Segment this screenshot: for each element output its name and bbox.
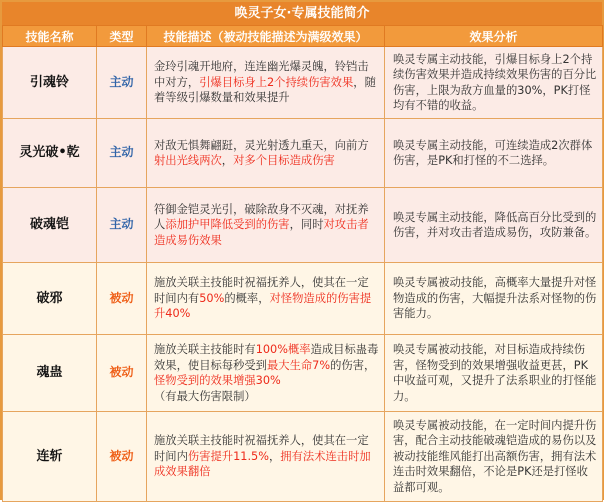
skill-type: 被动 <box>97 412 147 502</box>
highlighted-text: 对攻击者造成易伤效果 <box>154 218 369 247</box>
skill-type: 主动 <box>97 188 147 263</box>
description-text: 造成目标蛊毒效果，使目标每秒受到 <box>154 343 379 372</box>
description-text: ，随着等级引爆数量和效果提升 <box>154 75 376 105</box>
effect-analysis: 唤灵专属主动技能，降低高百分比受到的伤害，并对攻击者造成易伤，攻防兼备。 <box>385 188 603 263</box>
highlighted-text: 100%概率 <box>255 343 311 356</box>
effect-analysis: 唤灵专属被动技能，对目标造成持续伤害，怪物受到的效果增强收益更甚，PK中收益可观，又提升了法系职业的打怪能力。 <box>385 335 603 412</box>
description-text: 的概率， <box>224 291 270 305</box>
table-row <box>3 412 603 502</box>
table-body <box>3 47 603 502</box>
highlighted-text: 50% <box>199 291 225 305</box>
effect-analysis: 唤灵专属被动技能，在一定时间内提升伤害，配合主动技能破魂铠造成的易伤以及被动技能维风能打出高额伤害，拥有法术连击时效果翻倍，不论是PK还是打怪收益都可观。 <box>385 412 603 502</box>
table-row <box>3 335 603 412</box>
description-text: ，同时 <box>289 218 324 232</box>
skill-name: 魂蛊 <box>3 335 97 412</box>
page-title: 唤灵子女·专属技能简介 <box>2 2 602 25</box>
table-row <box>3 47 603 119</box>
description-text: 对敌无惧舞翩跹，灵光射透九重天，向前方 <box>154 138 369 152</box>
header-effect-analysis: 效果分析 <box>385 26 603 47</box>
highlighted-text: 拥有法术连击时加成效果翻倍 <box>154 449 371 479</box>
skill-description <box>147 412 385 502</box>
skill-description <box>147 263 385 335</box>
description-text: 符御金铠灵光引，破除敌身不灭魂，对抚养人 <box>154 202 369 232</box>
skill-description <box>147 119 385 188</box>
description-text: 的伤害， <box>330 358 376 372</box>
skill-name: 引魂铃 <box>3 47 97 119</box>
effect-analysis: 唤灵专属主动技能，引爆目标身上2个持续伤害效果并造成持续效果伤害的百分比伤害，上限为敌方血量的30%，PK打怪均有不错的收益。 <box>385 47 603 119</box>
table-row <box>3 119 603 188</box>
highlighted-text: 伤害提升11.5% <box>187 449 269 463</box>
highlighted-text: 射出光线两次 <box>154 154 222 167</box>
highlighted-text: 添加护甲降低受到的伤害 <box>165 218 290 232</box>
skill-description <box>147 188 385 263</box>
skill-name: 破魂铠 <box>3 188 97 263</box>
skill-type: 被动 <box>97 335 147 412</box>
header-skill-name: 技能名称 <box>3 26 97 47</box>
skill-name: 破邪 <box>3 263 97 335</box>
skill-table <box>2 25 603 502</box>
skill-description <box>147 47 385 119</box>
table-row <box>3 263 603 335</box>
header-description: 技能描述（被动技能描述为满级效果） <box>147 26 385 47</box>
description-text: 金玲引魂开地府，连连幽光爆灵魄，铃铛击中对方， <box>154 60 369 89</box>
description-text: 施放关联主技能时有 <box>154 343 256 356</box>
highlighted-text: 对怪物造成的伤害提升40% <box>154 291 372 321</box>
highlighted-text: 最大生命7% <box>266 358 331 372</box>
skill-name: 连斩 <box>3 412 97 502</box>
description-text: （有最大伤害限制） <box>154 389 256 403</box>
highlighted-text: 引爆目标身上2个持续伤害效果 <box>199 75 354 89</box>
header-type: 类型 <box>97 26 147 47</box>
effect-analysis: 唤灵专属被动技能，高概率大量提升对怪物造成的伤害，大幅提升法系对怪物的伤害能力。 <box>385 263 603 335</box>
highlighted-text: 对多个目标造成伤害 <box>233 154 335 167</box>
table-header-row <box>3 26 603 47</box>
description-text: 施放关联主技能时祝福抚养人，使其在一定时间内有 <box>154 276 369 305</box>
skill-type: 主动 <box>97 119 147 188</box>
skill-name: 灵光破•乾 <box>3 119 97 188</box>
table-row <box>3 188 603 263</box>
skill-type: 被动 <box>97 263 147 335</box>
description-text: ， <box>268 449 281 463</box>
effect-analysis: 唤灵专属主动技能，可连续造成2次群体伤害，是PK和打怪的不二选择。 <box>385 119 603 188</box>
highlighted-text: 怪物受到的效果增强30% <box>154 374 281 387</box>
skill-type: 主动 <box>97 47 147 119</box>
description-text: ， <box>221 154 234 167</box>
skill-description <box>147 335 385 412</box>
description-text: 施放关联主技能时祝福抚养人，使其在一定时间内 <box>154 434 369 463</box>
